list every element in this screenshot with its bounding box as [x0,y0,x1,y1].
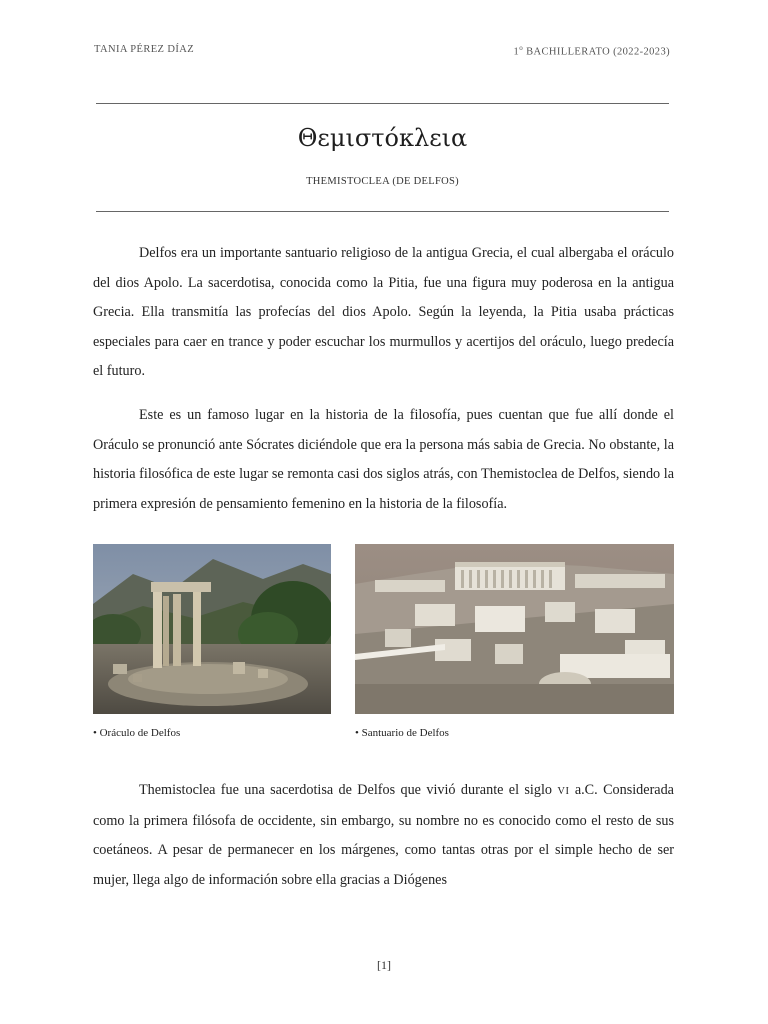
title-top-rule [96,103,669,104]
paragraph-3: Themistoclea fue una sacerdotisa de Delfos que vivió durante el siglo VI a.C. Considerada como la primera filósofa de occidente, sin embargo, su nombre no es conocido como el resto de sus coetáneos. A pesar de permanecer en los márgenes, como tantas otras por el simple hecho de ser mujer, llega algo de información sobre ella gracias a Diógenes [93,782,674,888]
figure-santuario-image [355,544,674,714]
figure-caption-santuario: • Santuario de Delfos [355,727,449,739]
century-numeral: VI [557,786,570,797]
running-header [94,44,670,58]
title-bottom-rule [96,211,669,212]
page-title: Θεμιστόκλεια [297,124,468,152]
figure-oraculo-image [93,544,331,714]
page-number: [1] [377,958,391,972]
tholos-ruins-photo [93,544,331,714]
header-author: TANIA PÉREZ DÍAZ [94,44,195,55]
figure-caption-oraculo: • Oráculo de Delfos [93,727,181,739]
paragraph-1: Delfos era un importante santuario religioso de la antigua Grecia, el cual albergaba el oráculo del dios Apolo. La sacerdotisa, conocida como la Pitia, fue una figura muy poderosa en la antigua Grecia. Ella transmitía las profecías del dios Apolo. Según la leyenda, la Pitia usaba prácticas especiales para caer en trance y poder escuchar los murmullos y acertijos del oráculo, luego predecía el futuro. [93,245,674,379]
header-course: 1$^o$ BACHILLERATO (2022-2023) [513,44,670,58]
page-subtitle: THEMISTOCLEA (DE DELFOS) [306,176,459,187]
ordinal-superscript: o [519,44,524,52]
sanctuary-model-photo [355,544,674,714]
paragraph-2: Este es un famoso lugar en la historia de la filosofía, pues cuentan que fue allí donde el Oráculo se pronunció ante Sócrates diciéndole que era la persona más sabia de Grecia. No obstante, la historia filosófica de este lugar se remonta casi dos siglos atrás, con Themistoclea de Delfos, siendo la primera expresión de pensamiento femenino en la historia de la filosofía. [93,407,674,512]
